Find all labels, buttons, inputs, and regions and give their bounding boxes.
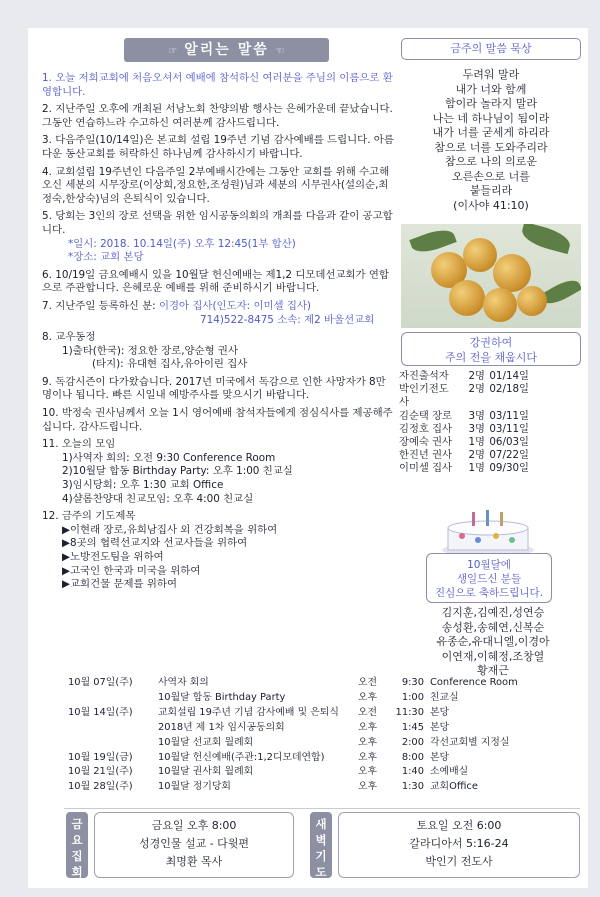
outreach-box: [401, 332, 581, 366]
table-row: 10월달 선교회 월례회 오후 2:00 각선교회별 지정실: [158, 736, 510, 748]
list-item: 장예숙 권사 1명 06/03일: [399, 436, 529, 449]
list-item: 이미셀 집사 1명 09/30일: [399, 462, 529, 475]
member-news-1: 1)출타(한국): 정요한 장로,양순형 권사: [62, 344, 239, 357]
pear-tree-photo: [401, 224, 581, 328]
birthday-cake-icon: [428, 506, 548, 558]
birthday-line-2: 생일드신 분들: [456, 573, 522, 585]
table-row: 10월 14일(주) 교회설립 19주년 기념 감사예배 및 은퇴식 오전 11:30 본당: [68, 706, 450, 718]
dawn-prayer-box: [338, 812, 580, 878]
birthday-names-line: 김지훈,김예진,성연승: [441, 606, 545, 619]
verse-line: 내가 너와 함께: [455, 82, 527, 96]
verse-line: 나는 네 하나님이 됨이라: [432, 111, 550, 125]
verse-line: 두려워 말라: [462, 68, 520, 81]
registrant-prefix: 7. 지난주일 등록하신 분:: [42, 299, 156, 312]
bulletin-page: [28, 28, 588, 888]
meeting-1: 1)사역자 회의: 오전 9:30 Conference Room: [62, 451, 276, 464]
birthday-names-line: 황재근: [477, 664, 509, 677]
birthday-box: [426, 553, 552, 603]
announcements-list: [42, 72, 394, 592]
announcement-1: 1. 오늘 저희교회에 처음오셔서 예배에 참석하신 여러분을 주님의 이름으로 환영합니다.: [42, 72, 393, 98]
meeting-4: 4)샬롬찬양대 친교모임: 오후 4:00 친교실: [62, 492, 254, 505]
table-row: 10월 07일(주) 사역자 회의 오전 9:30 Conference Room: [68, 677, 518, 688]
announcement-8: 8. 교우동정: [42, 331, 96, 344]
table-row: 10월 28일(주) 10월달 정기당회 오후 1:30 교회Office: [68, 781, 478, 793]
list-item: 김정호 집사 3명 03/11일: [399, 422, 529, 435]
triangle-bullet-icon: ▶: [62, 578, 70, 591]
dawn-leader: 박인기 전도사: [425, 855, 493, 868]
schedule-table: [68, 676, 568, 795]
list-item: 김순택 장로 3명 03/11일: [399, 409, 529, 422]
friday-service-label: 금요집회: [66, 812, 88, 878]
announcement-7: [42, 300, 394, 314]
table-row: 2018년 제 1차 임시공동의회 오후 1:45 본당: [158, 721, 450, 733]
prayer-item: ▶교회건물 문제를 위하여: [62, 578, 177, 591]
birthday-line-3: 진심으로 축하드립니다.: [434, 587, 544, 599]
announcement-2: 2. 지난주일 오후에 개최된 서남노회 찬양의밤 행사는 은혜가운데 끝났습니다. 그동안 연습하느라 수고하신 여러분께 감사드립니다.: [42, 103, 393, 129]
announcement-11: 11. 오늘의 모임: [42, 438, 116, 451]
dawn-prayer-label: 새벽기도: [310, 812, 332, 878]
verse-line: 참으로 너를 도와주리라: [434, 140, 548, 154]
list-item: 박인기전도사 2명 02/18일: [399, 383, 529, 409]
birthday-names-line: 송성환,송혜연,신복순: [441, 620, 545, 634]
dawn-time: 토요일 오전 6:00: [416, 819, 502, 832]
registrant-contact: 714)522-8475 소속: 제2 바울선교회: [200, 313, 375, 326]
dawn-passage: 갈라디아서 5:16-24: [409, 837, 509, 850]
meeting-3: 3)임시당회: 오후 1:30 교회 Office: [62, 479, 224, 492]
prayer-item: ▶노방전도팀을 위하여: [62, 551, 164, 563]
verse-line: 붙들리라: [469, 184, 513, 197]
meeting-date: *일시: 2018. 10.14일(주) 오후 12:45(1부 합산): [68, 237, 296, 250]
meeting-2: 2)10월달 합동 Birthday Party: 오후 1:00 친교실: [62, 465, 293, 478]
verse-reference: (이사야 41:10): [453, 198, 529, 212]
birthday-names-line: 유종순,유대니엘,이경아: [436, 635, 550, 648]
announcement-5: 5. 당회는 3인의 장로 선택을 위한 임시공동의회의 개최를 다음과 같이 공고합니다.: [42, 210, 393, 236]
weekly-verse-title: 금주의 말씀 묵상: [401, 38, 581, 60]
announcement-6: 6. 10/19일 금요예배시 있을 10월달 헌신예배는 제1,2 디모데선교회가 연합으로 주관합니다. 은혜로운 예배를 위해 준비하시기 바랍니다.: [42, 268, 389, 295]
triangle-bullet-icon: ▶: [62, 564, 70, 577]
announcement-12: 12. 금주의 기도제목: [42, 510, 136, 523]
triangle-bullet-icon: ▶: [62, 523, 70, 536]
header-title: 알리는 말씀: [184, 42, 269, 58]
friday-service-box: [94, 812, 294, 878]
meeting-place: *장소: 교회 본당: [68, 251, 144, 264]
list-item: 한진년 권사 2명 07/22일: [399, 449, 529, 462]
registrant-name: 이경아 집사(인도자: 이미셀 집사): [158, 299, 311, 312]
friday-sermon: 성경인물 설교 - 다윗편: [138, 837, 250, 850]
announcement-10: 10. 박정숙 권사님께서 오늘 1시 영어예배 참석자들에게 점심식사를 제공해주십니다. 감사드립니다.: [42, 407, 393, 433]
table-row: 10월 19일(금) 10월달 헌신예배(주관:1,2디모데연합) 오후 8:00 본당: [68, 751, 450, 763]
announcements-header: [124, 38, 329, 62]
table-row: 10월 21일(주) 10월달 권사회 월례회 오후 1:40 소예배실: [68, 766, 469, 778]
member-news-2: (타지): 유대현 집사,유아이린 집사: [92, 358, 248, 371]
outreach-line-2: 주의 전을 채웁시다: [444, 351, 537, 364]
prayer-item: ▶고국인 한국과 미국을 위하여: [62, 564, 201, 577]
birthday-line-1: 10월달에: [467, 559, 511, 571]
triangle-bullet-icon: ▶: [62, 551, 70, 563]
announcement-9: 9. 독감시즌이 다가왔습니다. 2017년 미국에서 독감으로 인한 사망자가 8만명이나 됩니다. 빠른 시일내 예방주사를 맞으시기 바랍니다.: [42, 375, 386, 402]
pointing-left-icon: ☜: [275, 46, 285, 57]
birthday-names: [403, 606, 583, 679]
verse-line: 내가 너를 굳세게 하리라: [432, 126, 550, 139]
friday-time: 금요일 오후 8:00: [151, 819, 237, 832]
friday-preacher: 최명환 목사: [165, 855, 223, 868]
announcement-3: 3. 다음주일(10/14일)은 본교회 설립 19주년 기념 감사예배를 드립니다. 아름다운 동산교회를 허락하신 하나님께 감사하시기 바랍니다.: [42, 134, 394, 160]
weekly-verse: [401, 68, 581, 213]
outreach-list: [399, 370, 583, 476]
list-item: 자진출석자 2명 01/14일: [399, 370, 529, 382]
pointing-right-icon: ☞: [168, 46, 178, 57]
announcement-4: 4. 교회설립 19주년인 다음주일 2부예배시간에는 그동안 교회를 위해 수고해오신 세분의 시무장로(이상희,정요한,조성원)님과 세분의 시무권사(설의순,최정숙,한상숙)님의 은퇴식이 있습니다.: [42, 165, 390, 205]
prayer-item: ▶이현래 장로,유희남집사 외 건강회복을 위하여: [62, 523, 278, 536]
outreach-line-1: 강권하여: [469, 336, 513, 349]
table-row: 10월달 합동 Birthday Party 오후 1:00 친교실: [158, 691, 459, 703]
verse-line: 참으로 나의 의로운: [444, 155, 537, 168]
divider: [64, 808, 580, 809]
verse-line: 함이라 놀라지 말라: [444, 97, 537, 110]
triangle-bullet-icon: ▶: [62, 537, 70, 550]
prayer-item: ▶8곳의 협력선교지와 선교사들을 위하여: [62, 537, 248, 550]
birthday-names-line: 이연재,이혜정,조창열: [441, 649, 545, 663]
verse-line: 오른손으로 너를: [452, 169, 530, 183]
